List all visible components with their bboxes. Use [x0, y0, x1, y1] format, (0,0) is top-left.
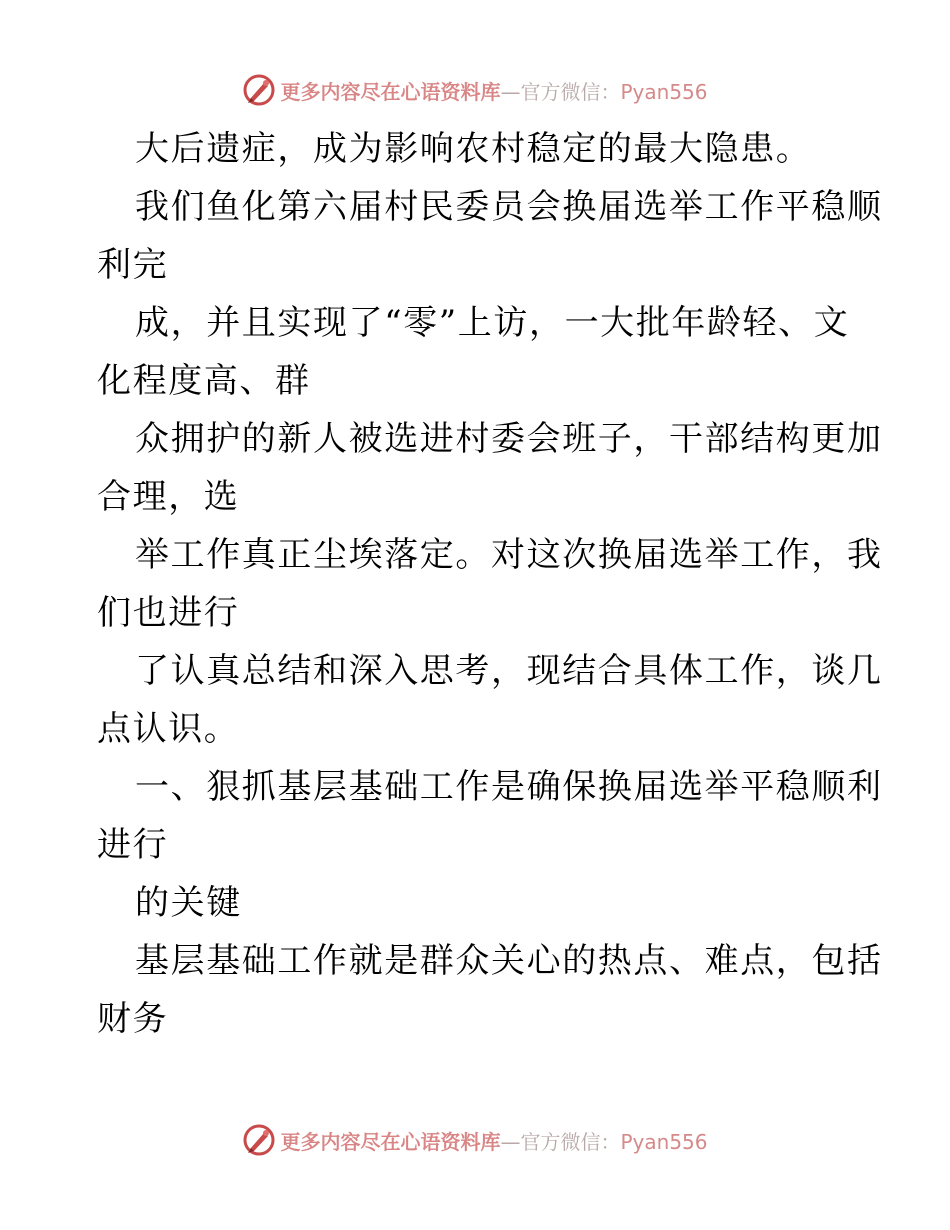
pen-logo-icon: [242, 73, 276, 107]
text-line: 利完: [97, 245, 169, 285]
header-watermark: [0, 70, 950, 110]
watermark-id: Pyan556: [620, 1129, 708, 1154]
text-line: 的关键: [135, 883, 242, 923]
text-line: 进行: [97, 825, 169, 865]
text-line: 点认识。: [97, 709, 240, 749]
watermark-text: [280, 76, 707, 105]
text-line: 一、狠抓基层基础工作是确保换届选举平稳顺利: [135, 767, 883, 807]
watermark-suffix: 官方微信：: [520, 79, 621, 104]
pen-logo-icon: [242, 1123, 276, 1157]
watermark-text: [280, 1126, 707, 1155]
text-line: 举工作真正尘埃落定。对这次换届选举工作，我: [135, 535, 883, 575]
watermark-id: Pyan556: [620, 79, 708, 104]
text-line: 们也进行: [97, 593, 240, 633]
text-line: 化程度高、群: [97, 361, 311, 401]
text-line: 基层基础工作就是群众关心的热点、难点，包括: [135, 941, 883, 981]
text-line: 财务: [97, 999, 169, 1039]
text-line: 成，并且实现了“零”上访，一大批年龄轻、文: [135, 303, 850, 343]
document-body: [97, 120, 883, 1048]
text-line: 合理，选: [97, 477, 240, 517]
text-line: 我们鱼化第六届村民委员会换届选举工作平稳顺: [135, 187, 883, 227]
text-line: 了认真总结和深入思考，现结合具体工作，谈几: [135, 651, 883, 691]
watermark-separator: —: [500, 1129, 521, 1154]
text-line: 大后遗症，成为影响农村稳定的最大隐患。: [135, 129, 812, 169]
watermark-main: 更多内容尽在心语资料库: [280, 79, 501, 104]
watermark-main: 更多内容尽在心语资料库: [280, 1129, 501, 1154]
footer-watermark: [0, 1120, 950, 1160]
watermark-separator: —: [500, 79, 521, 104]
watermark-suffix: 官方微信：: [520, 1129, 621, 1154]
text-line: 众拥护的新人被选进村委会班子，干部结构更加: [135, 419, 883, 459]
